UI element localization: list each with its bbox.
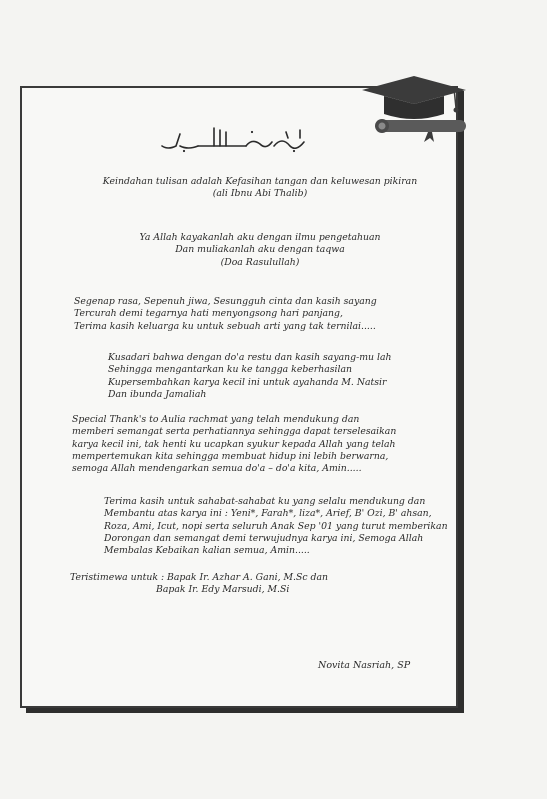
text-line: Membalas Kebaikan kalian semua, Amin..... [104, 545, 310, 557]
text-line: Dorongan dan semangat demi terwujudnya karya ini, Semoga Allah [104, 532, 424, 544]
friends-thanks [104, 496, 448, 557]
text-line: Bapak Ir. Edy Marsudi, M.Si [156, 584, 290, 596]
bismillah-calligraphy [154, 120, 314, 156]
text-line: Dan ibunda Jamaliah [108, 388, 207, 400]
text-line: Terima kasih untuk sahabat-sahabat ku yang selalu mendukung dan [104, 496, 426, 507]
text-line: mempertemukan kita sehingga membuat hidup ini lebih berwarna, [72, 450, 389, 462]
special-mentions [70, 572, 328, 597]
text-line: Roza, Ami, Icut, nopi serta seluruh Anak Sep '01 yang turut memberikan [104, 520, 448, 532]
quote-attribution: (ali Ibnu Abi Thalib) [212, 188, 308, 200]
text-line: memberi semangat serta perhatiannya sehingga dapat terselesaikan [72, 426, 397, 438]
text-line: semoga Allah mendengarkan semua do'a – do'a kita, Amin..... [72, 463, 362, 475]
text-line: Terima kasih keluarga ku untuk sebuah arti yang tak ternilai..... [74, 320, 376, 332]
text-line: Segenap rasa, Sepenuh jiwa, Sesungguh cinta dan kasih sayang [74, 296, 377, 307]
prayer-attribution: (Doa Rasulullah) [220, 256, 300, 268]
dedication-parents [108, 352, 391, 401]
special-thanks [72, 414, 396, 475]
dedication-family [74, 296, 377, 333]
signature: Novita Nasriah, SP [318, 660, 411, 671]
quote-line: Keindahan tulisan adalah Kefasihan tangan dan keluwesan pikiran [102, 176, 418, 187]
quote-block [70, 176, 450, 201]
text-line: Membantu atas karya ini : Yeni*, Farah*, liza*, Arief, B' Ozi, B' ahsan, [104, 508, 432, 520]
text-line: Teristimewa untuk : Bapak Ir. Azhar A. Gani, M.Sc dan [70, 572, 328, 583]
text-line: Special Thank's to Aulia rachmat yang telah mendukung dan [72, 414, 360, 425]
diploma-scroll-icon [375, 119, 466, 142]
graduation-cap-icon [358, 74, 470, 144]
text-line: Kupersembahkan karya kecil ini untuk ayahanda M. Natsir [108, 376, 387, 388]
text-line: Sehingga mengantarkan ku ke tangga keberhasilan [108, 364, 352, 376]
prayer-block [100, 232, 420, 269]
prayer-line: Dan muliakanlah aku dengan taqwa [175, 244, 345, 256]
text-line: Kusadari bahwa dengan do'a restu dan kasih sayang-mu lah [108, 352, 392, 363]
text-line: karya kecil ini, tak henti ku ucapkan syukur kepada Allah yang telah [72, 438, 396, 450]
text-line: Tercurah demi tegarnya hati menyongsong hari panjang, [74, 308, 343, 320]
prayer-line: Ya Allah kayakanlah aku dengan ilmu pengetahuan [139, 232, 381, 243]
